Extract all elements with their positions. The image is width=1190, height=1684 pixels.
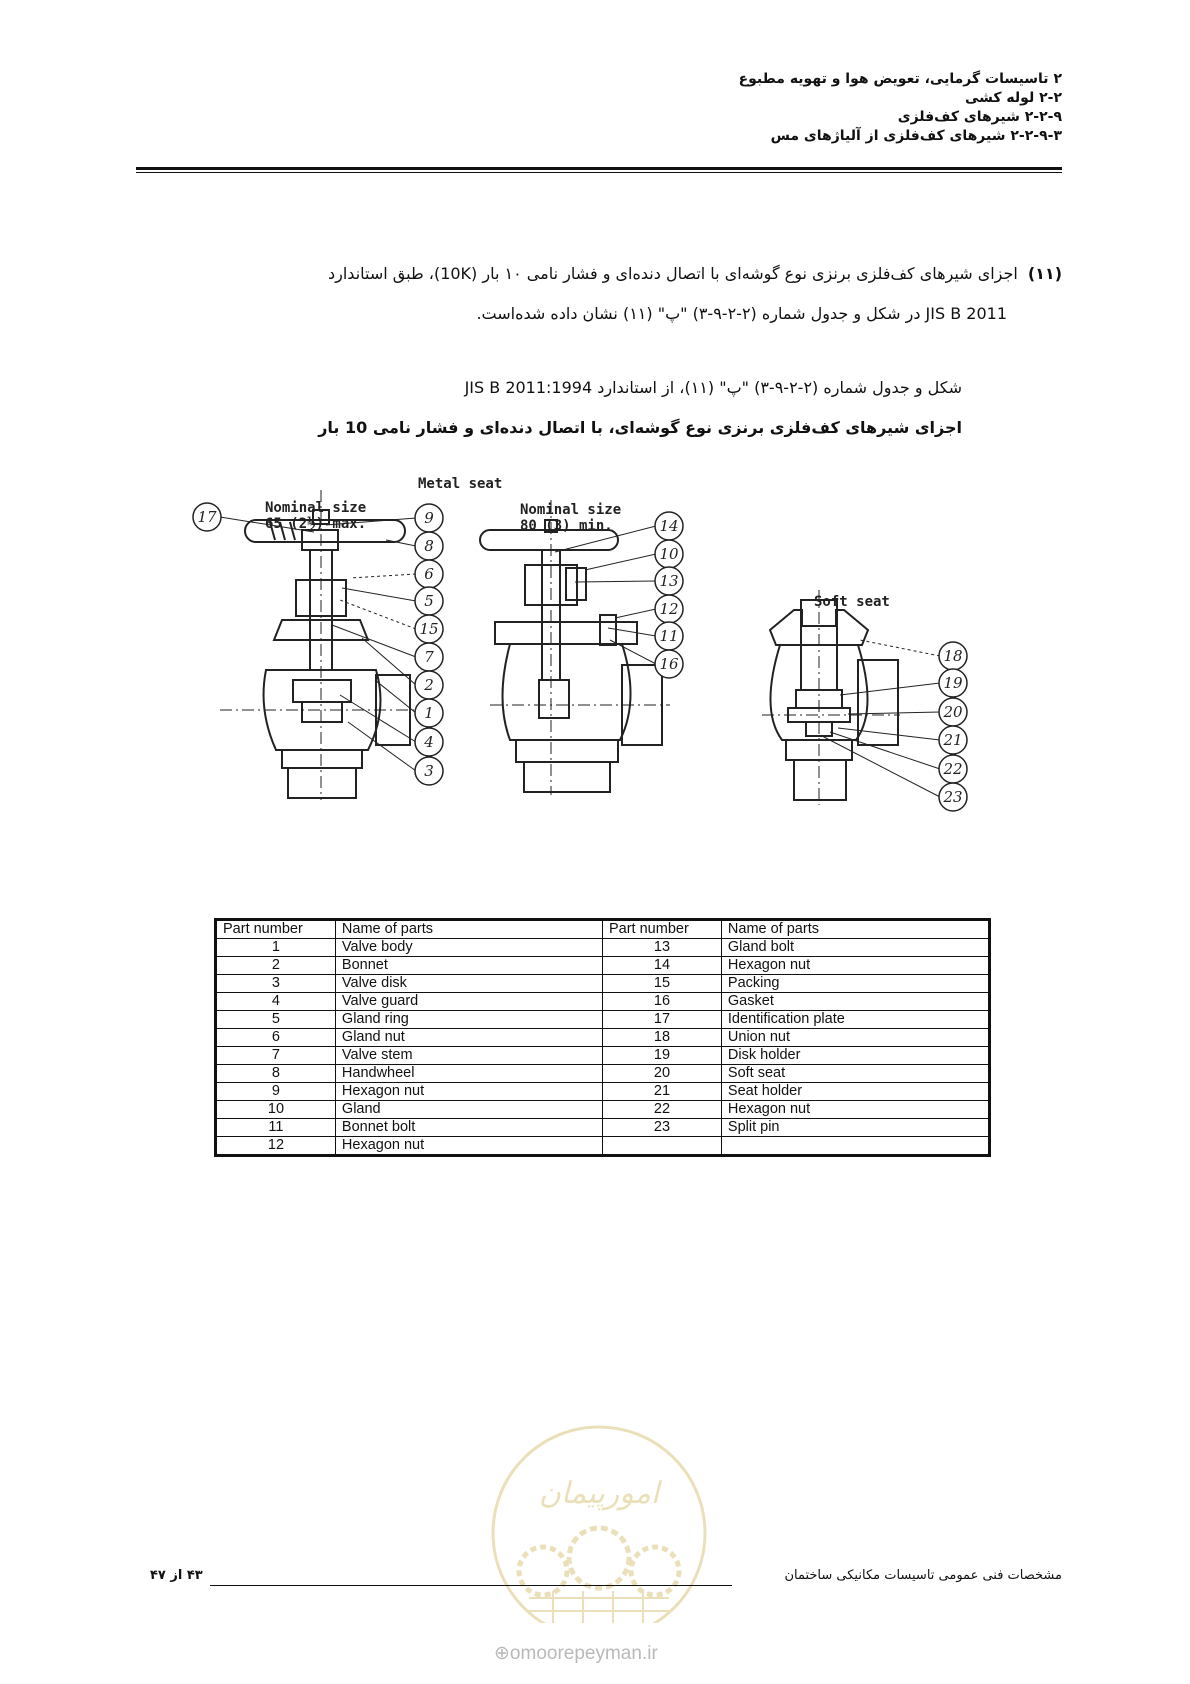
part-name-cell: Split pin [721,1119,989,1137]
part-number-cell: 22 [602,1101,721,1119]
logo-text: امورپیمان [538,1476,660,1511]
part-number-cell: 2 [216,957,336,975]
callout-22: 22 [943,760,963,778]
part-name-cell: Valve stem [335,1047,602,1065]
header-part-number-1: Part number [216,920,336,939]
callout-23: 23 [943,788,963,806]
part-name-cell: Valve body [335,939,602,957]
callout-8: 8 [424,537,434,555]
header-line-3: ۲-۲-۹ شیرهای کف‌فلزی [897,109,1062,125]
callout-9: 9 [424,509,434,527]
callout-2: 2 [424,676,434,694]
callout-6: 6 [424,565,434,583]
paragraph-line-2: JIS B 2011 در شکل و جدول شماره (۲-۲-۹-۳) "پ" (۱۱) نشان داده شده‌است. [476,304,1007,323]
part-number-cell: 14 [602,957,721,975]
part-name-cell: Packing [721,975,989,993]
site-url: omoorepeyman.ir [509,1643,658,1664]
header-name-of-parts-2: Name of parts [721,920,989,939]
part-number-cell: 21 [602,1083,721,1101]
header-line-4: ۲-۲-۹-۳ شیرهای کف‌فلزی از آلیاژهای مس [770,128,1062,144]
table-row [216,1029,990,1047]
part-number-cell: 3 [216,975,336,993]
callout-5: 5 [424,592,434,610]
part-name-cell: Hexagon nut [721,1101,989,1119]
footer-page-number: ۴۳ از ۴۷ [150,1568,203,1583]
header-part-number-2: Part number [602,920,721,939]
part-name-cell: Seat holder [721,1083,989,1101]
part-number-cell: 1 [216,939,336,957]
part-number-cell: 7 [216,1047,336,1065]
callout-20: 20 [943,703,963,721]
part-number-cell: 9 [216,1083,336,1101]
callout-21: 21 [943,731,963,749]
callout-17: 17 [197,508,217,526]
part-name-cell: Union nut [721,1029,989,1047]
callout-10: 10 [659,545,679,563]
part-name-cell: Valve disk [335,975,602,993]
part-number-cell: 15 [602,975,721,993]
part-name-cell: Hexagon nut [335,1137,602,1156]
soft-seat-label: Soft seat [814,594,890,610]
callout-4: 4 [424,733,434,751]
large-valve-drawing [480,500,670,795]
part-number-cell: 8 [216,1065,336,1083]
table-row [216,957,990,975]
table-row [216,1101,990,1119]
part-number-cell: 23 [602,1119,721,1137]
table-row [216,1119,990,1137]
callout-15: 15 [419,620,439,638]
body-paragraph [136,254,1062,334]
header-line-2: ۲-۲ لوله کشی [965,90,1062,106]
table-row [216,993,990,1011]
section-header [739,70,1062,146]
paragraph-line-1: اجزای شیرهای کف‌فلزی برنزی نوع گوشه‌ای با اتصال دنده‌ای و فشار نامی ۱۰ بار (10K)، طبق استاندارد [328,264,1018,283]
callout-18: 18 [943,647,963,665]
callout-13: 13 [659,572,679,590]
parts-table-body [216,939,990,1156]
table-row [216,1011,990,1029]
callout-16: 16 [659,655,679,673]
part-name-cell: Soft seat [721,1065,989,1083]
callout-3: 3 [424,762,434,780]
callout-14: 14 [659,517,679,535]
part-name-cell: Bonnet bolt [335,1119,602,1137]
part-number-cell: 17 [602,1011,721,1029]
footer-divider [210,1585,732,1586]
part-name-cell: Gland [335,1101,602,1119]
part-number-cell: 5 [216,1011,336,1029]
part-name-cell: Gasket [721,993,989,1011]
table-row [216,939,990,957]
part-name-cell: Bonnet [335,957,602,975]
callout-12: 12 [659,600,679,618]
part-number-cell [602,1137,721,1156]
large-size-label-2: 80 (3) min. [520,518,613,534]
table-row [216,975,990,993]
callout-19: 19 [943,674,963,692]
site-watermark [494,1642,658,1665]
small-valve-drawing [220,490,430,800]
part-number-cell: 6 [216,1029,336,1047]
part-name-cell: Handwheel [335,1065,602,1083]
part-number-cell: 4 [216,993,336,1011]
part-number-cell: 13 [602,939,721,957]
callout-7: 7 [424,648,434,666]
part-name-cell: Hexagon nut [335,1083,602,1101]
part-name-cell [721,1137,989,1156]
figure-caption-source: شکل و جدول شماره (۲-۲-۹-۳) "پ" (۱۱)، از استاندارد JIS B 2011:1994 [464,378,962,397]
parts-table [214,918,991,1157]
header-divider-thick [136,167,1062,170]
globe-icon: ⊕ [494,1643,510,1664]
callout-11: 11 [659,627,679,645]
paragraph-number: (۱۱) [1027,264,1062,283]
header-divider-thin [136,172,1062,173]
footer-document-title: مشخصات فنی عمومی تاسیسات مکانیکی ساختمان [784,1568,1062,1583]
publisher-logo-watermark [483,1423,715,1623]
small-size-label-1: Nominal size [265,500,367,516]
table-row [216,1065,990,1083]
header-line-1: ۲ تاسیسات گرمایی، تعویض هوا و تهویه مطبوع [738,71,1062,87]
part-name-cell: Gland bolt [721,939,989,957]
part-name-cell: Valve guard [335,993,602,1011]
part-name-cell: Hexagon nut [721,957,989,975]
part-number-cell: 10 [216,1101,336,1119]
part-name-cell: Disk holder [721,1047,989,1065]
part-number-cell: 11 [216,1119,336,1137]
soft-seat-valve-drawing [762,590,900,805]
table-header-row [216,920,990,939]
part-name-cell: Identification plate [721,1011,989,1029]
part-number-cell: 12 [216,1137,336,1156]
part-number-cell: 20 [602,1065,721,1083]
table-row [216,1083,990,1101]
valve-diagram [190,470,1050,900]
large-size-label-1: Nominal size [520,502,622,518]
metal-seat-label: Metal seat [418,476,503,492]
part-number-cell: 19 [602,1047,721,1065]
part-number-cell: 18 [602,1029,721,1047]
small-size-label-2: 65 (2½) max. [265,516,367,532]
part-number-cell: 16 [602,993,721,1011]
header-name-of-parts-1: Name of parts [335,920,602,939]
part-name-cell: Gland ring [335,1011,602,1029]
callout-1: 1 [424,704,434,722]
part-name-cell: Gland nut [335,1029,602,1047]
table-row [216,1137,990,1156]
figure-caption-title: اجزای شیرهای کف‌فلزی برنزی نوع گوشه‌ای، با اتصال دنده‌ای و فشار نامی 10 بار [318,418,962,437]
table-row [216,1047,990,1065]
